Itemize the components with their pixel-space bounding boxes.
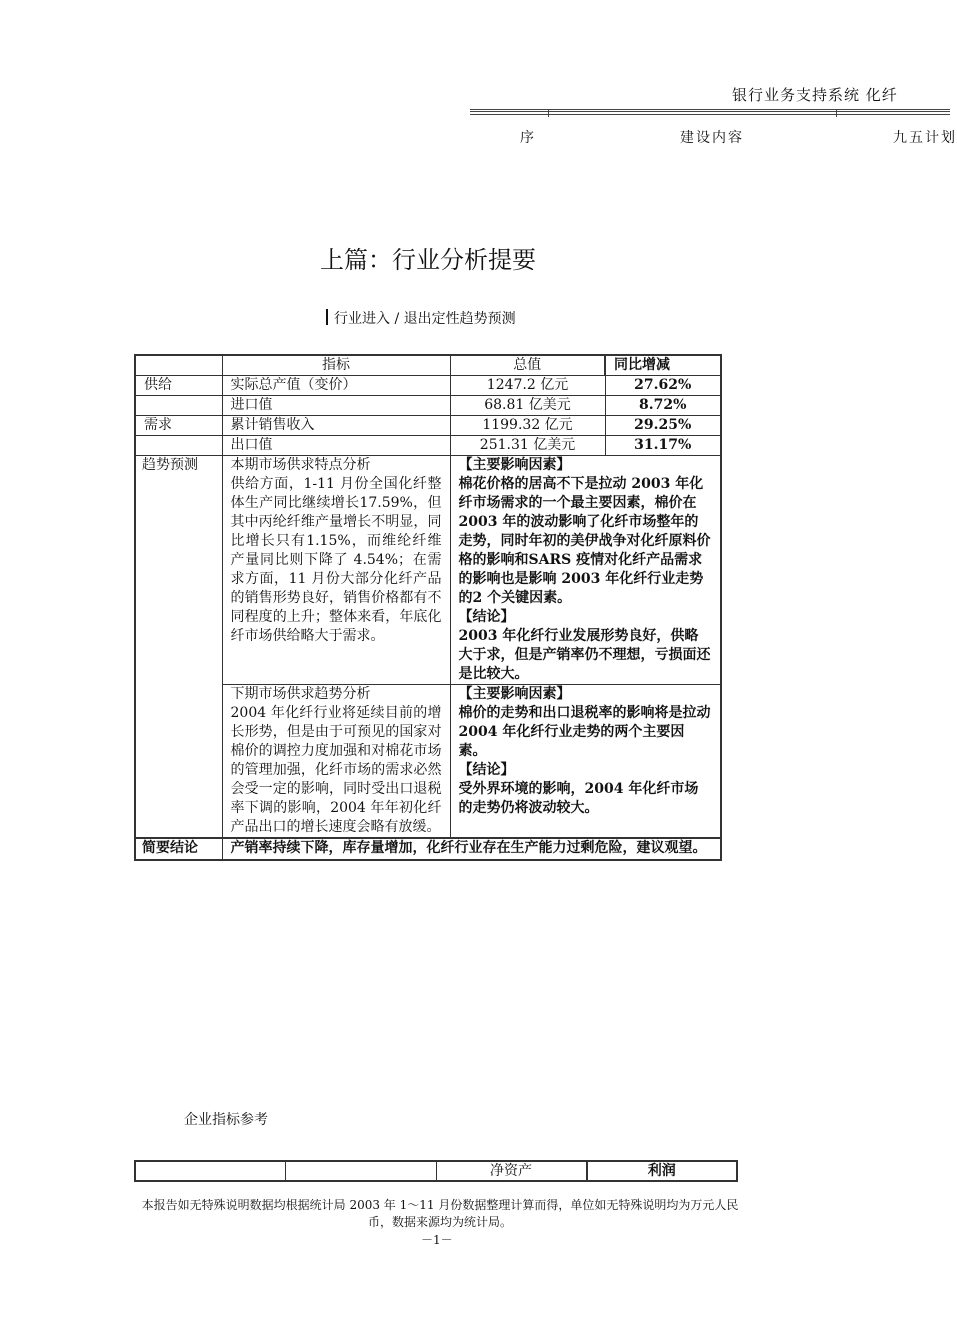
row-category	[135, 436, 222, 456]
section-subtitle	[326, 308, 516, 328]
subtitle-bar	[326, 309, 328, 325]
enterprise-table	[134, 1160, 738, 1182]
current-factor-heading: 【主要影响因素】	[458, 457, 571, 473]
enterprise-title: 企业指标参考	[184, 1112, 268, 1128]
header-empty	[135, 355, 222, 376]
table-row	[135, 416, 721, 436]
enterprise-header-row	[135, 1161, 737, 1181]
row-value: 1247.2 亿元	[450, 376, 605, 396]
table-row	[135, 436, 721, 456]
next-factor-heading: 【主要影响因素】	[458, 686, 571, 702]
header-col-content: 建设内容	[680, 130, 744, 146]
page-number: －1－	[421, 1233, 453, 1247]
row-category: 供给	[135, 376, 222, 396]
header-indicator: 指标	[222, 355, 450, 376]
trend-current-row	[135, 456, 721, 685]
next-conclusion-text: 受外界环境的影响，2004 年化纤市场的走势仍将波动较大。	[458, 781, 699, 816]
row-name: 累计销售收入	[222, 416, 450, 436]
enterprise-col-profit: 利润	[587, 1161, 738, 1181]
next-factors	[450, 685, 721, 839]
header-col-plan: 九五计划	[893, 130, 957, 146]
next-conclusion-heading: 【结论】	[458, 762, 515, 778]
header-yoy: 同比增减	[605, 355, 721, 376]
row-name: 实际总产值（变价）	[222, 376, 450, 396]
row-yoy: 8.72%	[605, 396, 721, 416]
current-conclusion-heading: 【结论】	[458, 609, 515, 625]
header-tick	[836, 109, 837, 117]
next-analysis: 下期市场供求趋势分析 2004 年化纤行业将延续目前的增长形势，但是由于可预见的国家对棉价的调控力度加强和对棉花市场的管理加强，化纤市场的需求必然会受一定的影响，同时受出口退税率下调的影响，2004 年年初化纤产品出口的增长速度会略有放缓。	[222, 685, 450, 839]
header-rule	[470, 114, 950, 115]
row-yoy: 29.25%	[605, 416, 721, 436]
current-conclusion-text: 2003 年化纤行业发展形势良好，供略大于求，但是产销率仍不理想，亏损面还是比较大。	[458, 628, 711, 682]
enterprise-col	[286, 1161, 437, 1181]
page-title: 上篇：行业分析提要	[320, 246, 536, 274]
enterprise-col	[135, 1161, 286, 1181]
row-yoy: 31.17%	[605, 436, 721, 456]
header-double-rule	[470, 109, 950, 112]
header-col-seq: 序	[520, 130, 536, 146]
header-tick	[548, 109, 549, 117]
summary-text: 产销率持续下降，库存量增加，化纤行业存在生产能力过剩危险，建议观望。	[222, 838, 721, 860]
footnote: 本报告如无特殊说明数据均根据统计局 2003 年 1～11 月份数据整理计算而得，单位如无特殊说明均为万元人民币，数据来源均为统计局。	[141, 1198, 739, 1229]
current-factors	[450, 456, 721, 685]
row-name: 出口值	[222, 436, 450, 456]
summary-row	[135, 838, 721, 860]
indicator-table	[134, 354, 722, 861]
header-total: 总值	[450, 355, 605, 376]
row-category: 需求	[135, 416, 222, 436]
row-value: 251.31 亿美元	[450, 436, 605, 456]
current-analysis: 本期市场供求特点分析 供给方面，1-11 月份全国化纤整体生产同比继续增长17.59%，但其中丙纶纤维产量增长不明显，同比增长只有1.15%，而维纶纤维产量同比则下降了 4.54%；在需求方面，11 月份大部分化纤产品的销售形势良好，销售价格都有不同程度的上升；整体来看，年底化纤市场供给略大于需求。	[222, 456, 450, 685]
trend-next-row	[135, 685, 721, 839]
table-row	[135, 376, 721, 396]
row-category	[135, 396, 222, 416]
table-header-row	[135, 355, 721, 376]
header-title: 银行业务支持系统 化纤	[732, 86, 898, 104]
subtitle-text: 行业进入 / 退出定性趋势预测	[334, 311, 516, 327]
table-row	[135, 396, 721, 416]
trend-label: 趋势预测	[135, 456, 222, 839]
summary-label: 简要结论	[135, 838, 222, 860]
enterprise-col-net-assets: 净资产	[436, 1161, 587, 1181]
next-factor-text: 棉价的走势和出口退税率的影响将是拉动 2004 年化纤行业走势的两个主要因素。	[458, 705, 711, 759]
row-value: 1199.32 亿元	[450, 416, 605, 436]
row-value: 68.81 亿美元	[450, 396, 605, 416]
row-name: 进口值	[222, 396, 450, 416]
current-factor-text: 棉花价格的居高不下是拉动 2003 年化纤市场需求的一个最主要因素，棉价在 2003 年的波动影响了化纤市场整年的走势，同时年初的美伊战争对化纤原料价格的影响和SARS 疫情对化纤产品需求的影响也是影响 2003 年化纤行业走势的2 个关键因素。	[458, 476, 711, 606]
row-yoy: 27.62%	[605, 376, 721, 396]
